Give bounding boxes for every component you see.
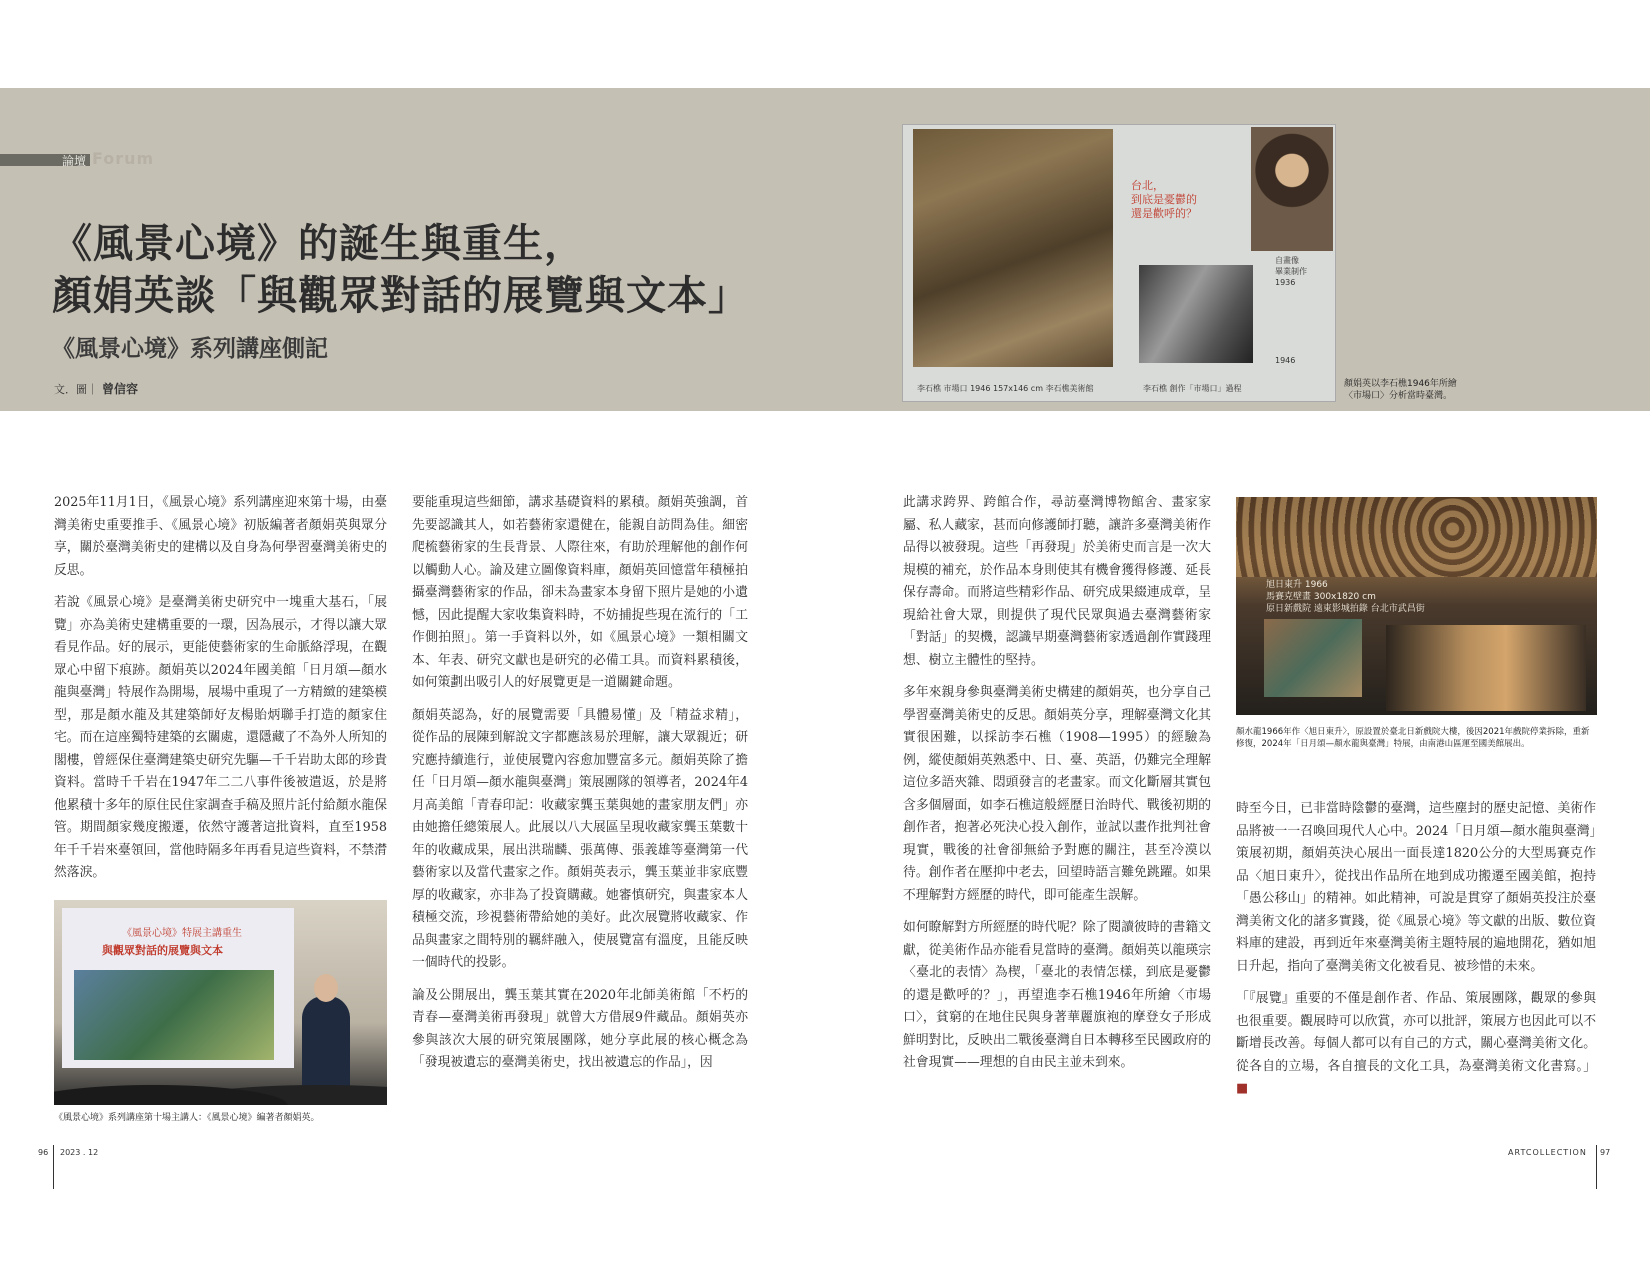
paragraph: 時至今日，已非當時陰鬱的臺灣，這些塵封的歷史記憶、美術作品將被一一召喚回現代人心中。2024「日月頌—顏水龍與臺灣」策展初期，顏娟英決心展出一面長達1820公分的大型馬賽克作品〈旭日東升〉，從找出作品所在地到成功搬遷至國美館，抱持「愚公移山」的精神。如此精神，可說是貫穿了顏娟英投注於臺灣美術文化的諸多實踐，從《風景心境》等文獻的出版、數位資料庫的建設，再到近年來臺灣美術主題特展的遍地開花，猶如旭日升起，指向了臺灣美術文化被看見、被珍惜的未來。 (1236, 801, 1596, 974)
artist-at-work-photo (1139, 265, 1253, 363)
mosaic-photo-caption: 顏水龍1966年作〈旭日東升〉，原設置於臺北日新戲院大樓，後因2021年戲院停業拆除，重新修復，2024年「日月頌—顏水龍與臺灣」特展，由南港山區運至國美館展出。 (1236, 727, 1590, 749)
article-title (52, 218, 832, 322)
article-subtitle: 《風景心境》系列講座側記 (52, 335, 328, 362)
self-portrait-image (1251, 127, 1333, 251)
mosaic-overlay-text: 旭日東升 1966 馬賽克壁畫 300x1820 cm 原日新戲院 遠東影城拍錄 台北市武昌街 (1266, 580, 1425, 614)
photo-caption: 李石樵 創作「市場口」過程 (1143, 384, 1242, 393)
section-label-zh: 論壇 (62, 154, 87, 168)
market-painting-image (913, 129, 1113, 367)
column-4 (1236, 798, 1596, 1111)
footer-rule-right (1596, 1145, 1597, 1189)
author-name: 曾信容 (102, 382, 139, 396)
screen-image (74, 970, 274, 1060)
mosaic-photo (1236, 497, 1597, 715)
screen-subtitle: 與觀眾對話的展覽與文本 (102, 944, 223, 957)
title-line-2: 顏娟英談「與觀眾對話的展覽與文本」 (52, 272, 749, 319)
paragraph: 如何瞭解對方所經歷的時代呢？除了閱讀彼時的書籍文獻，從美術作品亦能看見當時的臺灣。顏娟英以龍瑛宗〈臺北的表情〉為楔，「臺北的表情怎樣，到底是憂鬱的還是歡呼的？」，再望進李石樵1946年所繪〈市場口〉，貧窮的在地住民與身著華麗旗袍的摩登女子形成鮮明對比，反映出二戰後臺灣自日本轉移至民國政府的社會現實——理想的自由民主並未到來。 (903, 920, 1211, 1070)
end-mark: ■ (1236, 1081, 1249, 1096)
byline (54, 380, 138, 397)
title-line-1: 《風景心境》的誕生與重生， (52, 220, 585, 267)
exhibition-view-inset (1386, 625, 1586, 711)
magazine-name: ARTCOLLECTION (1508, 1148, 1587, 1157)
photo-year: 1946 (1275, 356, 1296, 365)
paragraph (1236, 988, 1596, 1101)
column-2 (412, 492, 748, 1085)
lecture-photo (54, 900, 387, 1105)
aerial-photo-inset (1264, 619, 1362, 697)
screen-title: 《風景心境》特展主講重生 (122, 928, 242, 939)
column-1 (54, 492, 387, 895)
paragraph: 要能重現這些細節，講求基礎資料的累積。顏娟英強調，首先要認識其人，如若藝術家還健在，能親自訪問為佳。細密爬梳藝術家的生長背景、人際往來，有助於理解他的創作何以觸動人心。論及建立圖像資料庫，顏娟英回憶當年積極拍攝臺灣藝術家的作品，卻未為畫家本身留下照片是她的小遺憾，因此提醒大家收集資料時，不妨捕捉些現在流行的「工作側拍照」。第一手資料以外，如《風景心境》一類相關文本、年表、研究文獻也是研究的必備工具。而資料累積後，如何策劃出吸引人的好展覽更是一道關鍵命題。 (412, 495, 748, 690)
top-photo-caption: 顏娟英以李石樵1946年所繪〈市場口〉分析當時臺灣。 (1344, 379, 1457, 401)
paragraph: 論及公開展出，龔玉葉其實在2020年北師美術館「不朽的青春—臺灣美術再發現」就曾大方借展9件藏品。顏娟英亦參與該次大展的研究策展團隊，她分享此展的核心概念為「發現被遺忘的臺灣美術史，找出被遺忘的作品」，因 (412, 987, 748, 1070)
slide-photo (902, 124, 1336, 402)
speaker-head (314, 974, 338, 1002)
page-number-left: 96 (38, 1148, 49, 1157)
paragraph: 顏娟英認為，好的展覽需要「具體易懂」及「精益求精」，從作品的展陳到解說文字都應該易於理解，讓大眾親近；研究應持續進行，並使展覽內容愈加豐富多元。顏娟英除了擔任「日月頌—顏水龍與臺灣」策展團隊的領導者，2024年4月高美館「青春印記：收藏家龔玉葉與她的畫家朋友們」亦由她擔任總策展人。此展以八大展區呈現收藏家龔玉葉數十年的收藏成果，展出洪瑞麟、張萬傳、張義雄等臺灣第一代藝術家以及當代畫家之作。顏娟英表示，龔玉葉並非家底豐厚的收藏家，亦非為了投資購藏。她審慎研究，與畫家本人積極交流，珍視藝術帶給她的美好。此次展覽將收藏家、作品與畫家之間特別的羈絆融入，使展覽富有溫度，且能反映一個時代的投影。 (412, 707, 748, 970)
paragraph: 2025年11月1日，《風景心境》系列講座迎來第十場，由臺灣美術史重要推手、《風景心境》初版編著者顏娟英與眾分享，關於臺灣美術史的建構以及自身為何學習臺灣美術史的反思。 (54, 495, 387, 578)
projection-screen (62, 908, 294, 1068)
footer-rule-left (53, 1145, 54, 1189)
paragraph: 此講求跨界、跨館合作，尋訪臺灣博物館舍、畫家家屬、私人藏家，甚而向修護師打聽，讓許多臺灣美術作品得以被發現。這些「再發現」於美術史而言是一次大規模的補充，於作品本身則使其有機會獲得修護、延長保存壽命。而將這些精彩作品、研究成果綴連成章，呈現給社會大眾，則提供了現代民眾與過去臺灣藝術家「對話」的契機，認識早期臺灣藝術家透過創作實踐理想、樹立主體性的堅持。 (903, 495, 1211, 668)
painting-caption: 李石樵 市場口 1946 157x146 cm 李石樵美術館 (917, 384, 1094, 393)
column-3 (903, 492, 1211, 1085)
paragraph: 多年來親身參與臺灣美術史構建的顏娟英，也分享自己學習臺灣美術史的反思。顏娟英分享，理解臺灣文化其實很困難，以採訪李石樵（1908—1995）的經驗為例，縱使顏娟英熟悉中、日、臺、英語，仍難完全理解這位多語夾雜、悶頭發言的老畫家。而文化斷層其實包含多個層面，如李石樵這般經歷日治時代、戰後初期的創作者，抱著必死決心投入創作，並試以畫作批判社會現實，戰後的社會卻無給予對應的關注，甚至冷漠以待。創作者在壓抑中老去，回望時語言難免跳躍。如果不理解對方經歷的時代，即可能產生誤解。 (903, 685, 1211, 903)
audience-silhouettes (54, 1070, 387, 1105)
slide-question: 台北， 到底是憂鬱的 還是歡呼的？ (1131, 179, 1197, 220)
section-tag (0, 149, 155, 168)
mosaic-detail (1236, 497, 1597, 577)
byline-label: 文．圖｜ (54, 383, 98, 396)
closing-quote: 「『展覽』重要的不僅是創作者、作品、策展團隊，觀眾的參與也很重要。觀展時可以欣賞，亦可以批評，策展方也因此可以不斷增長改善。每個人都可以有自己的方式，關心臺灣美術文化。從各自的立場，各自擅長的文化工具，為臺灣美術文化書寫。」 (1236, 991, 1596, 1074)
issue-date: 2023 . 12 (60, 1148, 99, 1157)
page-number-right: 97 (1600, 1148, 1611, 1157)
lecture-photo-caption: 《風景心境》系列講座第十場主講人：《風景心境》編著者顏娟英。 (54, 1113, 320, 1123)
paragraph: 若說《風景心境》是臺灣美術史研究中一塊重大基石，「展覽」亦為美術史建構重要的一環，因為展示，才得以讓大眾看見作品。好的展示，更能使藝術家的生命脈絡浮現，在觀眾心中留下痕跡。顏娟英以2024年國美館「日月頌—顏水龍與臺灣」特展作為開場，展場中重現了一方精緻的建築模型，那是顏水龍及其建築師好友楊貽炳聯手打造的顏家住宅。而在這座獨特建築的玄關處，還隱藏了不為外人所知的閣樓，曾經保住臺灣建築史研究先驅—千千岩助太郎的珍貴資料。當時千千岩在1947年二二八事件後被遣返，於是將他累積十多年的原住民住家調查手稿及照片託付給顏水龍保管。期間顏家幾度搬遷，依然守護著這批資料，直至1958年千千岩來臺領回，當他時隔多年再看見這些資料，不禁潸然落淚。 (54, 595, 387, 880)
section-label-en: Forum (92, 149, 155, 168)
portrait-caption: 自畫像 畢業制作 1936 (1275, 256, 1307, 287)
